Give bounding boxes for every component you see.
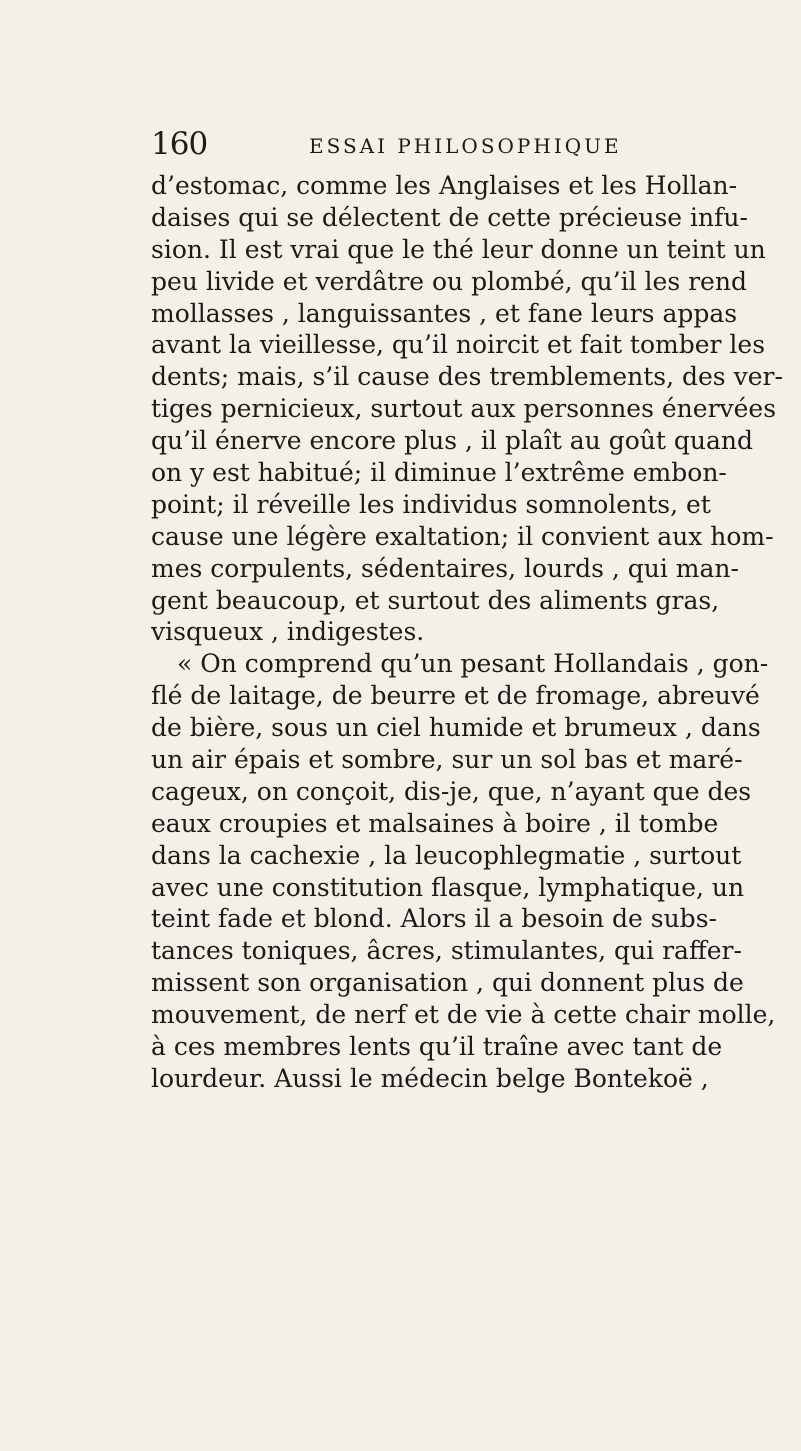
text-line: flé de laitage, de beurre et de fromage, abreuvé xyxy=(151,681,760,711)
text-line: mollasses , languissantes , et fane leurs appas xyxy=(151,298,738,328)
text-line: un air épais et sombre, sur un sol bas et maré- xyxy=(151,745,743,775)
text-line: de bière, sous un ciel humide et brumeux , dans xyxy=(151,713,761,743)
text-line: tiges pernicieux, surtout aux personnes énervées xyxy=(151,394,777,424)
text-line: on y est habitué; il diminue l’extrême embon- xyxy=(151,458,727,488)
text-line: mouvement, de nerf et de vie à cette chair molle, xyxy=(151,1000,776,1030)
text-line: dans la cachexie , la leucophlegmatie , surtout xyxy=(151,840,742,870)
text-line: point; il réveille les individus somnolents, et xyxy=(151,489,711,519)
text-line: lourdeur. Aussi le médecin belge Bontekoë , xyxy=(151,1063,709,1093)
page-header xyxy=(151,126,651,162)
text-line: dents; mais, s’il cause des tremblements, des ver- xyxy=(151,362,783,392)
text-line: gent beaucoup, et surtout des aliments gras, xyxy=(151,585,720,615)
text-line: eaux croupies et malsaines à boire , il tombe xyxy=(151,808,719,838)
text-line: d’estomac, comme les Anglaises et les Hollan- xyxy=(151,171,738,200)
text-line: cageux, on conçoit, dis-je, que, n’ayant que des xyxy=(151,776,752,806)
text-line: peu livide et verdâtre ou plombé, qu’il les rend xyxy=(151,266,747,296)
text-line: avec une constitution flasque, lymphatique, un xyxy=(151,872,745,902)
text-line: missent son organisation , qui donnent plus de xyxy=(151,968,744,998)
text-line: daises qui se délectent de cette précieuse infu- xyxy=(151,202,748,232)
page-number: 160 xyxy=(151,126,208,162)
running-title: ESSAI PHILOSOPHIQUE xyxy=(309,134,622,158)
text-line: avant la vieillesse, qu’il noircit et fait tomber les xyxy=(151,330,766,360)
text-line: teint fade et blond. Alors il a besoin de subs- xyxy=(151,904,717,934)
text-line: à ces membres lents qu’il traîne avec tant de xyxy=(151,1032,723,1062)
text-line: cause une légère exaltation; il convient aux hom- xyxy=(151,521,774,551)
text-line: mes corpulents, sédentaires, lourds , qui man- xyxy=(151,553,739,583)
text-line: sion. Il est vrai que le thé leur donne un teint un xyxy=(151,234,766,264)
text-line: visqueux , indigestes. xyxy=(151,617,425,647)
text-line: « On comprend qu’un pesant Hollandais , gon- xyxy=(177,649,769,679)
body-text xyxy=(151,170,783,1095)
text-line: tances toniques, âcres, stimulantes, qui raffer- xyxy=(151,936,742,966)
text-line: qu’il énerve encore plus , il plaît au goût quand xyxy=(151,426,753,456)
